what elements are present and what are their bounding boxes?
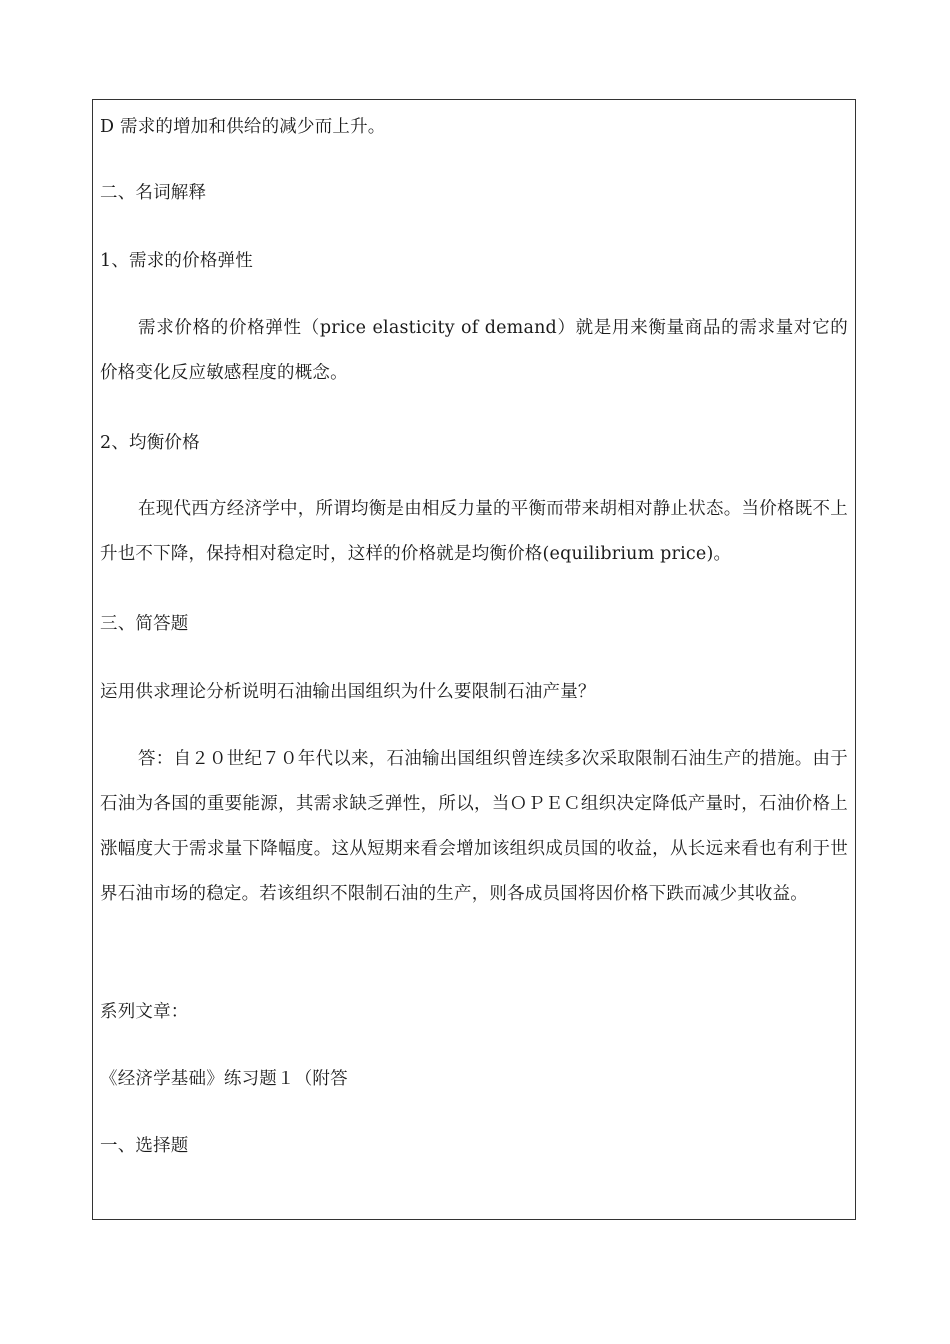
term1-definition xyxy=(100,306,848,396)
section1-heading: 一、选择题 xyxy=(100,1136,189,1156)
option-d: D 需求的增加和供给的减少而上升。 xyxy=(100,117,386,137)
answer-text: 答：自２０世纪７０年代以来，石油输出国组织曾连续多次采取限制石油生产的措施。由于石油为各国的重要能源，其需求缺乏弹性，所以，当ＯＰＥＣ组织决定降低产量时，石油价格上涨幅度大于需求量下降幅度。这从短期来看会增加该组织成员国的收益，从长远来看也有利于世界石油市场的稳定。若该组织不限制石油的生产，则各成员国将因价格下跌而减少其收益。 xyxy=(100,749,848,904)
question-text: 运用供求理论分析说明石油输出国组织为什么要限制石油产量？ xyxy=(100,682,596,702)
term2-heading: 2、均衡价格 xyxy=(100,433,200,453)
series-article-link[interactable]: 《经济学基础》练习题１（附答 xyxy=(100,1069,348,1089)
term1-definition-text: 需求价格的价格弹性（price elasticity of demand）就是用来衡量商品的需求量对它的价格变化反应敏感程度的概念。 xyxy=(100,318,848,383)
term1-heading: 1、需求的价格弹性 xyxy=(100,251,253,271)
term2-definition xyxy=(100,487,848,577)
term2-definition-text: 在现代西方经济学中，所谓均衡是由相反力量的平衡而带来胡相对静止状态。当价格既不上升也不下降，保持相对稳定时，这样的价格就是均衡价格(equilibrium price)。 xyxy=(100,499,848,564)
section3-heading: 三、简答题 xyxy=(100,614,189,634)
section2-heading: 二、名词解释 xyxy=(100,183,207,203)
series-label: 系列文章： xyxy=(100,1002,189,1022)
answer-paragraph xyxy=(100,737,848,917)
